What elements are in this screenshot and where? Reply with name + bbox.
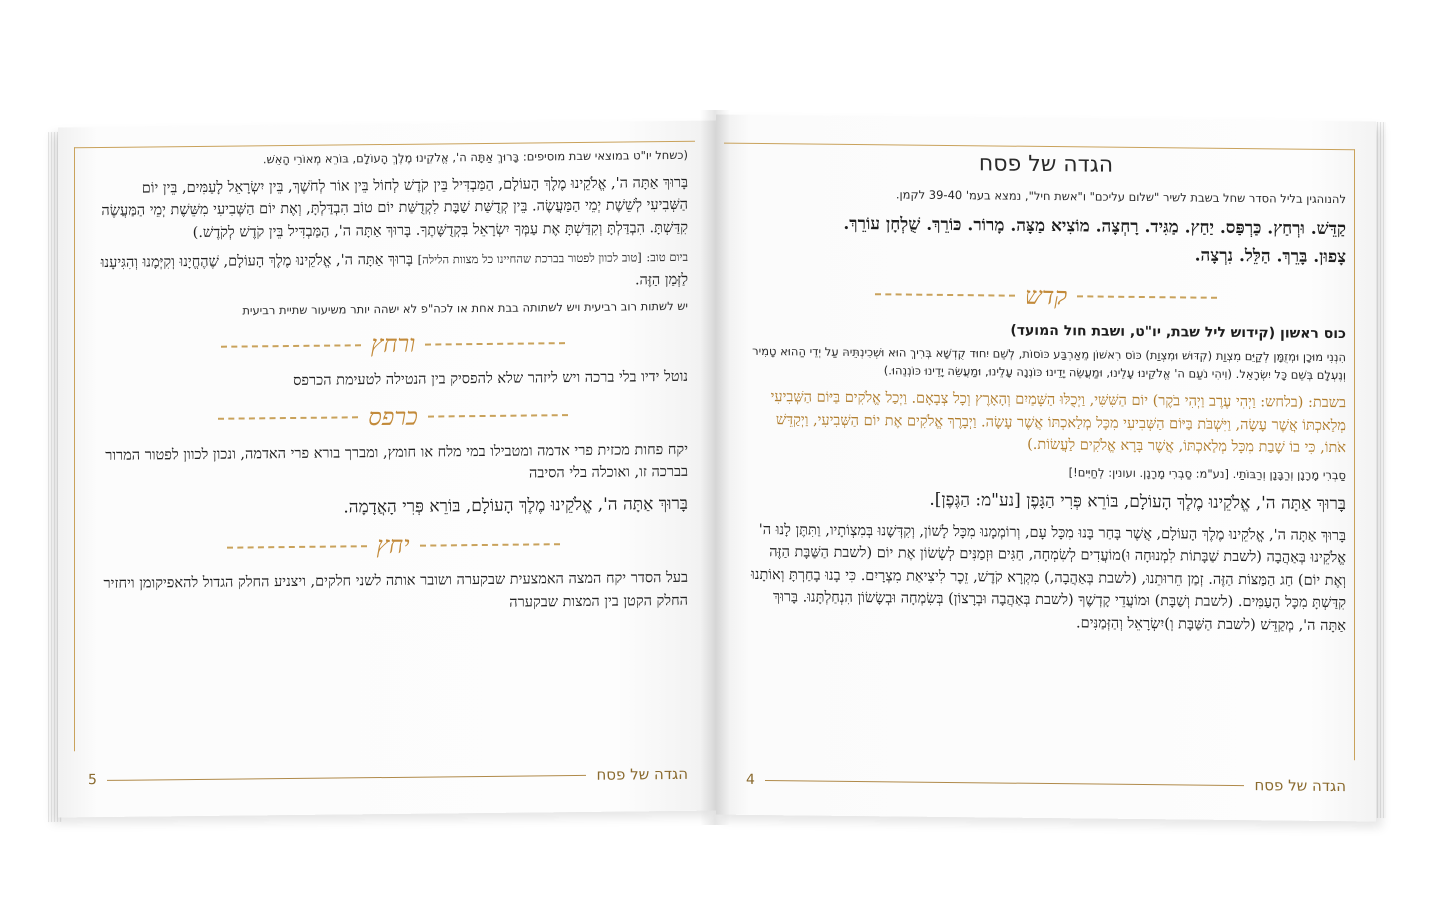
right-page [716, 115, 1376, 822]
urchatz-text: נוטל ידיו בלי ברכה ויש ליזהר שלא להפסיק בין הנטילה לטעימת הכרפס [293, 369, 688, 390]
yom-tov-note: [טוב לכוון לפטור בברכת שהחיינו כל מצוות הלילה] [417, 250, 642, 267]
yom-tov-label: ביום טוב: [646, 250, 688, 265]
kiddush-text: בָּרוּךְ אַתָּה ה', אֱלֹקֵינוּ מֶלֶךְ הָעוֹלָם, אֲשֶׁר בָּחַר בָּנוּ מִכָּל עָם, וְרוֹמְמָנוּ מִכָּל לָשׁוֹן, וְקִדְּשָׁנוּ בְּמִצְוֹתָיו, וַתִּתֶּן לָנוּ ה' אֱלֹקֵינוּ בְּאַהֲבָה (לשבת שַׁבָּתוֹת לִמְנוּחָה וּ)מוֹעֲדִים לְשִׂמְחָה, חַגִּים וּזְמַנִּים לְשָׂשׂוֹן אֶת יוֹם (לשבת הַשַּׁבָּת הַזֶּה וְאֶת יוֹם) חַג הַמַּצּוֹת הַזֶּה. זְמַן חֵרוּתֵנוּ, (לשבת בְּאַהֲבָה,) מִקְרָא קֹדֶשׁ, זֵכֶר לִיצִיאַת מִצְרָיִם. כִּי בָנוּ בָחַרְתָּ וְאוֹתָנוּ קִדַּשְׁתָּ מִכָּל הָעַמִּים. (לשבת וְשַׁבָּת) וּמוֹעֲדֵי קָדְשֶׁךָ (לשבת בְּאַהֲבָה וּבְרָצוֹן) בְּשִׂמְחָה וּבְשָׂשׂוֹן הִנְחַלְתָּנוּ. בָּרוּךְ אַתָּה ה', מְקַדֵּשׁ (לשבת הַשַּׁבָּת וְ)יִשְׂרָאֵל וְהַזְּמַנִּים. [751, 521, 1346, 634]
footer-line [765, 780, 1245, 786]
hineni-text: הִנְנִי מוּכָן וּמְזֻמָּן לְקַיֵּם מִצְוַת (קִדּוּשׁ וּמִצְוַת) כּוֹס רִאשׁוֹן מֵאַרְבַּע כּוֹסוֹת, לְשֵׁם יִחוּד קֻדְשָׁא בְּרִיךְ הוּא וּשְׁכִינְתֵּיהּ עַל יְדֵי הַהוּא טָמִיר וְנֶעְלָם בְּשֵׁם כָּל יִשְׂרָאֵל. (וִיהִי נֹעַם ה' אֱלֹקֵינוּ עָלֵינוּ, וּמַעֲשֵׂה יָדֵינוּ כּוֹנְנָה עָלֵינוּ, וּמַעֲשֵׂה יָדֵינוּ כּוֹנְנֵהוּ.) [752, 344, 1346, 383]
book-gutter [700, 110, 730, 825]
urchatz-label: ורחץ [370, 329, 416, 359]
shehecheyanu-blessing: בָּרוּךְ אַתָּה ה', אֱלֹקֵינוּ מֶלֶךְ הָעוֹלָם, שֶׁהֶחֱיָנוּ וְקִיְּמָנוּ וְהִגִּיעָנוּ לַזְּמַן הַזֶּה. [100, 251, 688, 289]
page-number: 4 [746, 771, 755, 788]
havdalah-intro: (כשחל יו"ט במוצאי שבת מוסיפים: בָּרוּךְ אַתָּה ה', אֱלֹקֵינוּ מֶלֶךְ הָעוֹלָם, בּוֹרֵא מְאוֹרֵי הָאֵשׁ. [262, 147, 688, 167]
yachatz-text: בעל הסדר יקח המצה האמצעית שבקערה ושובר אותה לשני חלקים, ויצניע החלק הגדול להאפיקומן ויחזיר החלק הקטן בין המצות שבקערה [103, 570, 688, 611]
footer-line [107, 774, 587, 780]
left-page-footer [88, 765, 688, 789]
seder-order-line-1: קַדֵּשׁ. וּרְחַץ. כַּרְפַּס. יַחַץ. מַגִּיד. רָחְצָה. מוֹצִיא מַצָּה. מָרוֹר. כּוֹרֵךְ. שֻׁלְחָן עוֹרֵךְ. [843, 213, 1346, 240]
yachatz-label: יחץ [376, 530, 410, 560]
footer-title: הגדה של פסח [596, 764, 688, 784]
hagafen-blessing: בָּרוּךְ אַתָּה ה', אֱלֹקֵינוּ מֶלֶךְ הָעוֹלָם, בּוֹרֵא פְּרִי הַגָּפֶן [נע"מ: הַגֶּפֶן]. [929, 490, 1346, 515]
karpas-text: יקח פחות מכזית פרי אדמה ומטבילו במי מלח או חומץ, ומברך בורא פרי האדמה, ונכון לכוון לפטור המרור בברכה זו, ואוכלה בלי הסיבה [105, 441, 688, 482]
yom-tov-block [98, 246, 688, 297]
shabbat-text: (בלחש: וַיְהִי עֶרֶב וַיְהִי בֹקֶר) יוֹם הַשִּׁשִּׁי, וַיְכֻלּוּ הַשָּׁמַיִם וְהָאָרֶץ וְכָל צְבָאָם. וַיְכַל אֱלֹקִים בַּיּוֹם הַשְּׁבִיעִי מְלַאכְתּוֹ אֲשֶׁר עָשָׂה, וַיִּשְׁבֹּת בַּיּוֹם הַשְּׁבִיעִי מִכָּל מְלַאכְתּוֹ אֲשֶׁר עָשָׂה. וַיְבָרֶךְ אֱלֹקִים אֶת יוֹם הַשְּׁבִיעִי, וַיְקַדֵּשׁ אֹתוֹ, כִּי בוֹ שָׁבַת מִכָּל מְלַאכְתּוֹ, אֲשֶׁר בָּרָא אֱלֹקִים לַעֲשׂוֹת.) [770, 389, 1346, 457]
divider-dash [420, 543, 560, 546]
left-page-content [98, 147, 688, 625]
page-number: 5 [88, 772, 97, 789]
page-title: הגדה של פסח [978, 151, 1114, 178]
divider-dash [227, 545, 367, 548]
left-page [58, 121, 716, 818]
shabbat-block [746, 386, 1346, 460]
divider-dash [425, 342, 565, 345]
divider-dash [218, 417, 358, 420]
divider-dash [1077, 296, 1217, 299]
footer-title: הגדה של פסח [1254, 776, 1346, 796]
karpas-label: כרפס [368, 402, 418, 431]
yachatz-heading [98, 524, 688, 567]
custom-note: להנוהגין בליל הסדר שחל בשבת לשיר "שלום עליכם" ו"אשת חיל", נמצא בעמ' 39-40 לקמן. [895, 187, 1346, 207]
divider-dash [221, 344, 361, 347]
kadesh-label: קדש [1024, 281, 1068, 310]
divider-dash [875, 293, 1015, 296]
karpas-blessing: בָּרוּךְ אַתָּה ה', אֱלֹקֵינוּ מֶלֶךְ הָעוֹלָם, בּוֹרֵא פְּרִי הָאֲדָמָה. [343, 493, 688, 518]
kadesh-heading [746, 274, 1346, 317]
first-cup-heading: כוס ראשון (קידוש ליל שבת, יו"ט, ושבת חול המועד) [1010, 322, 1346, 342]
karpas-heading [98, 395, 688, 438]
seder-order-line-2: צָפוּן. בָּרֵךְ. הַלֵּל. נִרְצָה. [1194, 245, 1346, 268]
shabbat-label: בשבת: [1308, 394, 1346, 412]
right-page-footer [746, 771, 1346, 795]
right-page-content [746, 145, 1346, 644]
divider-dash [428, 414, 568, 417]
reviit-note: יש לשתות רוב רביעית ויש לשתותה בבת אחת או לכה"פ לא ישהה יותר משיעור שתיית רביעית [242, 299, 688, 318]
savri-text: סַבְרִי מָרָנָן וְרַבָּנָן וְרַבּוֹתַי. [נע"מ: סַבְרִי מָרָנָן. ועונין: לְחַיִּים!] [1068, 464, 1346, 482]
havdalah-text: בָּרוּךְ אַתָּה ה', אֱלֹקֵינוּ מֶלֶךְ הָעוֹלָם, הַמַּבְדִּיל בֵּין קֹדֶשׁ לְחוֹל בֵּין אוֹר לְחֹשֶׁךְ, בֵּין יִשְׂרָאֵל לָעַמִּים, בֵּין יוֹם הַשְּׁבִיעִי לְשֵׁשֶׁת יְמֵי הַמַּעֲשֶׂה. בֵּין קְדֻשַּׁת שַׁבָּת לִקְדֻשַּׁת יוֹם טוֹב הִבְדַּלְתָּ, וְאֶת יוֹם הַשְּׁבִיעִי מִשֵּׁשֶׁת יְמֵי הַמַּעֲשֶׂה קִדַּשְׁתָּ. הִבְדַּלְתָּ וְקִדַּשְׁתָּ אֶת עַמְּךָ יִשְׂרָאֵל בִּקְדֻשָּׁתֶךָ. בָּרוּךְ אַתָּה ה', הַמַּבְדִּיל בֵּין קֹדֶשׁ לְקֹדֶשׁ.) [101, 174, 688, 241]
urchatz-heading [98, 323, 688, 366]
